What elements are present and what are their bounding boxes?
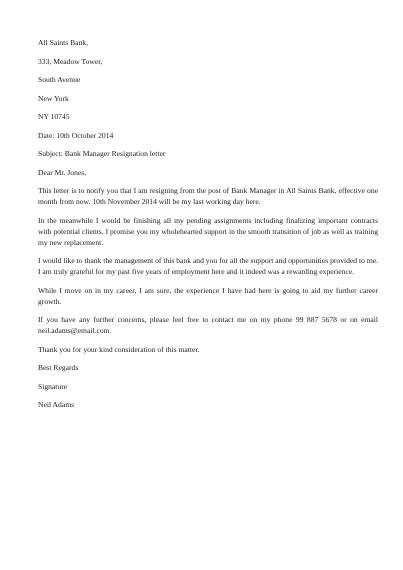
letter-signature: Signature	[38, 381, 68, 391]
sender-company: All Saints Bank,	[38, 38, 88, 47]
sender-city: New York	[38, 93, 69, 103]
sender-address-line1: 333, Meadow Tower,	[38, 56, 103, 66]
body-paragraph-1: This letter is to notify you that I am resigning from the post of Bank Manager in All Saints Bank, effective one month from now. 10th November 2014 will be my last working day here.	[38, 186, 378, 206]
letter-salutation: Dear Mr. Jones,	[38, 167, 87, 177]
body-paragraph-4: While I move on in my career, I am sure, the experience I have had here is going to aid my further career growth.	[38, 285, 378, 306]
sender-address-line2: South Avenue	[38, 75, 81, 84]
body-paragraph-2: In the meanwhile I would be finishing all my pending assignments including finalizing important contracts with potential clients. I promise you my wholehearted support in the smooth transition of job as well as training my new replacement.	[38, 215, 378, 247]
letter-closing: Best Regards	[38, 363, 79, 372]
letter-subject: Subject: Bank Manager Resignation letter	[38, 149, 166, 158]
body-paragraph-3: I would like to thank the management of this bank and you for all the support and opportunities provided to me. I am truly grateful for my past five years of employment here and it indeed was a rewarding experience.	[38, 256, 378, 276]
letter-body	[38, 37, 378, 418]
body-paragraph-6: Thank you for your kind consideration of this matter.	[38, 344, 200, 354]
body-paragraph-5: If you have any further concerns, please feel free to contact me on my phone 99 887 5678 or on email neil.adams@email.com.	[38, 315, 378, 335]
letter-sender-name: Neil Adams	[38, 400, 75, 409]
sender-zip: NY 10745	[38, 112, 70, 121]
letter-date: Date: 10th October 2014	[38, 130, 114, 140]
